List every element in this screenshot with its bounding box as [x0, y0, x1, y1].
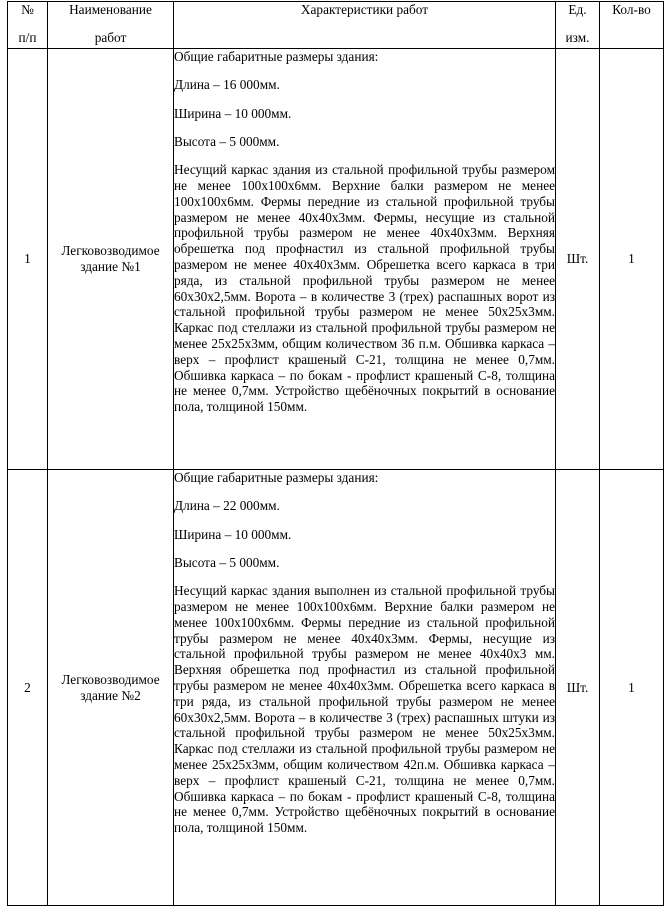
row-number: 1 [8, 49, 48, 470]
dim-length: Длина – 16 000мм. [174, 77, 280, 93]
header-number-line1: № [21, 2, 34, 17]
header-quantity [600, 2, 664, 49]
header-name-line1: Наименование [69, 2, 152, 17]
row-quantity: 1 [600, 470, 664, 906]
header-unit [556, 2, 600, 49]
header-unit-line2: изм. [565, 30, 590, 45]
row-number: 2 [8, 470, 48, 906]
dim-length: Длина – 22 000мм. [174, 498, 280, 514]
dims-intro: Общие габаритные размеры здания: [174, 470, 379, 485]
table-header-row [8, 2, 664, 49]
row-name: Легковозводимое здание №1 [48, 49, 174, 470]
row-characteristics [174, 49, 556, 470]
header-name [48, 2, 174, 49]
row-unit: Шт. [556, 49, 600, 470]
works-table [7, 1, 664, 906]
dim-height: Высота – 5 000мм. [174, 133, 280, 149]
dims-intro: Общие габаритные размеры здания: [174, 49, 379, 64]
dim-width: Ширина – 10 000мм. [174, 526, 292, 542]
dim-width: Ширина – 10 000мм. [174, 105, 292, 121]
row-name: Легковозводимое здание №2 [48, 470, 174, 906]
table-row [8, 49, 664, 470]
header-characteristics [174, 2, 556, 49]
header-unit-line1: Ед. [568, 2, 587, 17]
row-description: Несущий каркас здания выполнен из стальной профильной трубы размером не менее 100х100х6мм. Верхние балки размером не менее 100х100х6мм. Фермы передние из стальной профильной трубы размером не менее 40х40х3мм. Фермы, несущие из стальной профильной трубы размером не менее 40х40х3 мм. Верхняя обрешетка под профнастил из стальной профильной трубы размером не менее 40х40х3мм. Обрешетка всего каркаса в три ряда, из стальной профильной трубы размером не менее 60х30х2,5мм. Ворота – в количестве 3 (трех) распашных штуки из стальной профильной трубы размером не менее 50х25х3мм. Каркас под стеллажи из стальной профильной трубы размером не менее 25х25х3мм, общим количеством 42п.м. Обшивка каркаса – верх – профлист крашеный С-21, толщина не менее 0,7мм. Обшивка каркаса – по бокам - профлист крашеный С-8, толщина не менее 0,7мм. Устройство щебёночных покрытий в основание пола, толщиной 150мм. [174, 583, 555, 836]
row-quantity: 1 [600, 49, 664, 470]
row-description: Несущий каркас здания из стальной профильной трубы размером не менее 100х100х6мм. Верхние балки размером не менее 100х100х6мм. Фермы передние из стальной профильной трубы размером не менее 40х40х3мм. Фермы, несущие из стальной профильной трубы размером не менее 40х40х3мм. Верхняя обрешетка под профнастил из стальной профильной трубы размером не менее 40х40х3мм. Обрешетка всего каркаса в три ряда, из стальной профильной трубы размером не менее 60х30х2,5мм. Ворота – в количестве 3 (трех) распашных ворот из стальной профильной трубы размером не менее 50х25х3мм. Каркас под стеллажи из стальной профильной трубы размером не менее 25х25х3мм, общим количеством 36 п.м. Обшивка каркаса – верх – профлист крашеный С-21, толщина не менее 0,7мм. Обшивка каркаса – по бокам - профлист крашеный С-8, толщина не менее 0,7мм. Устройство щебёночных покрытий в основание пола, толщиной 150мм. [174, 162, 555, 415]
header-characteristics-label: Характеристики работ [300, 2, 429, 17]
header-name-line2: работ [94, 30, 127, 45]
row-unit: Шт. [556, 470, 600, 906]
dim-height: Высота – 5 000мм. [174, 554, 280, 570]
header-number-line2: п/п [18, 30, 37, 45]
header-quantity-label: Кол-во [612, 2, 651, 17]
table-row [8, 470, 664, 906]
row-characteristics [174, 470, 556, 906]
header-number [8, 2, 48, 49]
